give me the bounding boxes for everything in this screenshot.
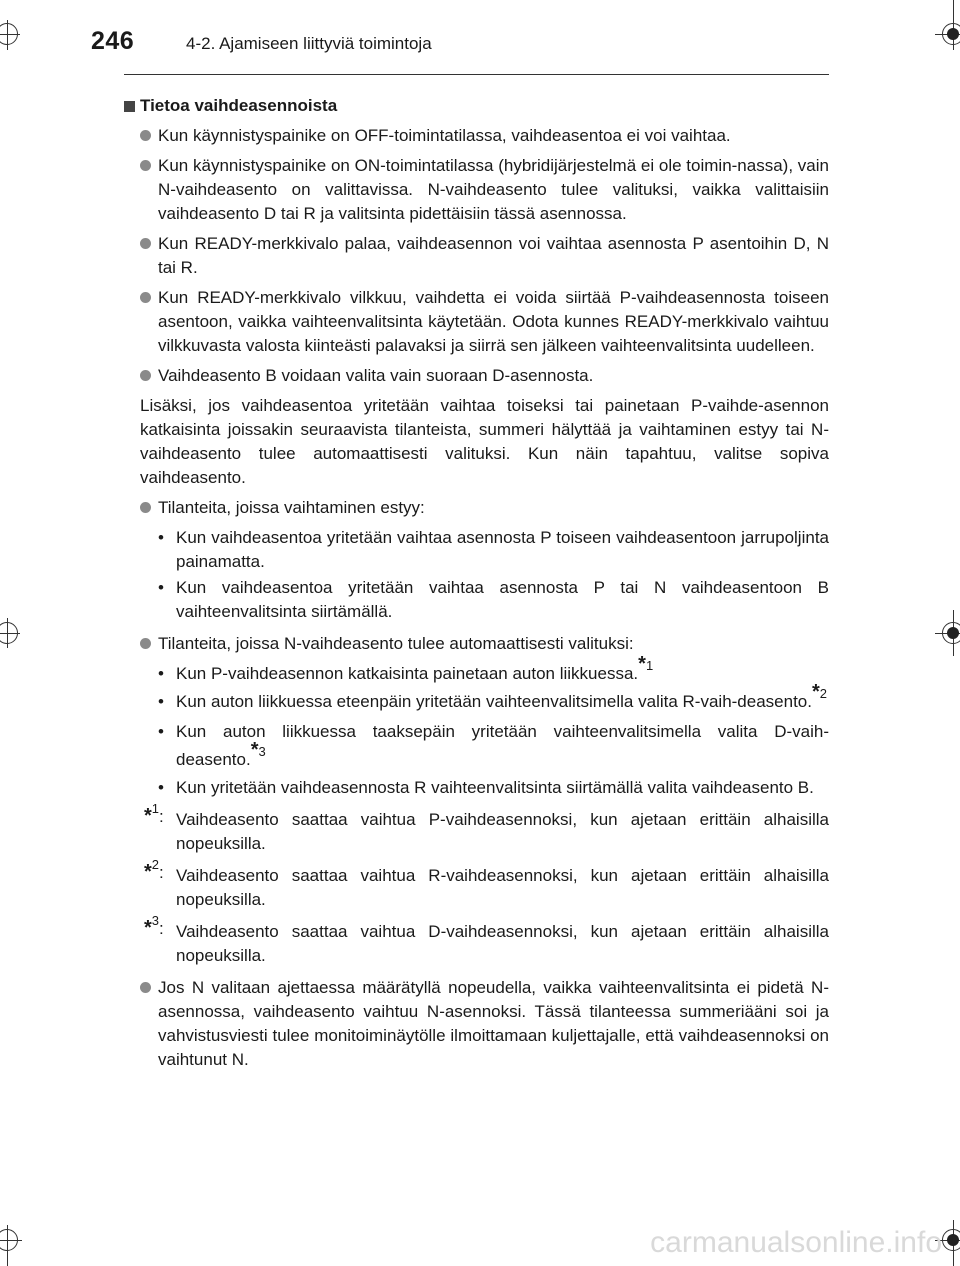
footnote-text: Vaihdeasento saattaa vaihtua D-vaihdeasennoksi, kun ajetaan erittäin alhaisilla nopeuksilla. (176, 922, 829, 965)
list-item (124, 286, 829, 358)
list-item-text: Kun käynnistyspainike on OFF-toimintatilassa, vaihdeasentoa ei voi vaihtaa. (158, 126, 731, 145)
footnote-text: Vaihdeasento saattaa vaihtua R-vaihdeasennoksi, kun ajetaan erittäin alhaisilla nopeuksilla. (176, 866, 829, 909)
sub-list-item (124, 718, 829, 774)
watermark: carmanualsonline.info (650, 1226, 942, 1259)
header-rule (124, 74, 829, 75)
list-item (124, 124, 829, 148)
sub-list-item (124, 653, 829, 686)
bullet-dot-icon (140, 238, 151, 249)
sub-list-item-text: Kun P-vaihdeasennon katkaisinta painetaan auton liikkuessa. (176, 664, 639, 683)
sub-list-item-text: Kun vaihdeasentoa yritetään vaihtaa asennosta P tai N vaihdeasentoon B vaihteenvalitsinta siirtämällä. (176, 578, 829, 621)
list-item-blocked (124, 496, 829, 520)
sub-list-item (124, 526, 829, 574)
list-item-text: Kun READY-merkkivalo palaa, vaihdeasennon voi vaihtaa asennosta P asentoihin D, N tai R. (158, 234, 829, 277)
bullet-dot-icon (140, 130, 151, 141)
list-item-text: Vaihdeasento B voidaan valita vain suoraan D-asennosta. (158, 366, 594, 385)
list-item-text: Kun käynnistyspainike on ON-toimintatilassa (hybridijärjestelmä ei ole toimin-nassa), vain N-vaihdeasento on valittavissa. N-vaihdeasento tulee valituksi, vaikka valittaisiin vaihdeasento D tai R ja valitsinta pidettäisiin tässä asennossa. (158, 156, 829, 223)
body-paragraph: Lisäksi, jos vaihdeasentoa yritetään vaihtaa toiseksi tai painetaan P-vaihde-asennon katkaisinta joissakin seuraavista tilanteista, summeri hälyttää ja vaihtaminen estyy tai N-vaihdeasento tulee automaattisesti valituksi. Kun näin tapahtuu, valitse sopiva vaihdeasento. (140, 396, 829, 487)
blocked-sublist (124, 526, 829, 624)
footnote-ref: *3 (250, 739, 266, 762)
bullet-dot-icon (140, 502, 151, 513)
footnote-text: Vaihdeasento saattaa vaihtua P-vaihdeasennoksi, kun ajetaan erittäin alhaisilla nopeuksilla. (176, 810, 829, 853)
footnote-mark: *$^3$: (144, 913, 164, 939)
auto-sublist (124, 653, 829, 800)
sub-bullet-icon: • (158, 722, 164, 741)
footnote (124, 801, 829, 856)
sub-list-item-text: Kun auton liikkuessa taaksepäin yritetään vaihteenvalitsimella valita D-vaih-deasento. (176, 722, 829, 769)
sub-list-item-text: Kun yritetään vaihdeasennosta R vaihteenvalitsinta siirtämällä valita vaihdeasento B. (176, 778, 814, 797)
page-number: 246 (91, 27, 135, 55)
sub-bullet-icon: • (158, 664, 164, 683)
page-content (124, 94, 829, 1078)
sub-bullet-icon: • (158, 692, 164, 711)
footnote (124, 913, 829, 968)
sub-bullet-icon: • (158, 778, 164, 797)
list-item-text: Jos N valitaan ajettaessa määrätyllä nopeudella, vaikka vaihteenvalitsinta ei pidetä N-asennossa, vaihdeasento vaihtuu N-asennoksi. Tässä tilanteessa summeriääni soi ja vahvistusviesti tulee monitoiminäytölle ilmoittamaan kuljettajalle, että vaihdeasennoksi on vaihtunut N. (158, 978, 829, 1069)
sub-list-item (124, 776, 829, 800)
sub-list-item (124, 576, 829, 624)
bullet-dot-icon (140, 638, 151, 649)
sub-bullet-icon: • (158, 578, 164, 597)
list-item (124, 154, 829, 226)
bullet-dot-icon (140, 160, 151, 171)
bullet-dot-icon (140, 982, 151, 993)
bullet-dot-icon (140, 370, 151, 381)
list-item (124, 232, 829, 280)
footnote-mark: *$^2$: (144, 857, 164, 883)
footnote-ref: *1 (638, 653, 654, 676)
footnote (124, 857, 829, 912)
list-item (124, 976, 829, 1072)
bullet-dot-icon (140, 292, 151, 303)
sub-list-item-text: Kun auton liikkuessa eteenpäin yritetään vaihteenvalitsimella valita R-vaih-deasento. (176, 692, 812, 711)
footnote-mark: *$^1$: (144, 801, 164, 827)
sub-bullet-icon: • (158, 528, 164, 547)
section-title: 4-2. Ajamiseen liittyviä toimintoja (186, 34, 432, 53)
list-item-text: Tilanteita, joissa N-vaihdeasento tulee automaattisesti valituksi: (158, 634, 634, 653)
list-item-text: Tilanteita, joissa vaihtaminen estyy: (158, 498, 425, 517)
sub-list-item (124, 681, 829, 716)
sub-list-item-text: Kun vaihdeasentoa yritetään vaihtaa asennosta P toiseen vaihdeasentoon jarrupoljinta painamatta. (176, 528, 829, 571)
list-item (124, 364, 829, 388)
footnote-ref: *2 (811, 681, 828, 704)
list-item-text: Kun READY-merkkivalo vilkkuu, vaihdetta ei voida siirtää P-vaihdeasennosta toiseen asentoon, vaikka vaihteenvalitsinta käytetään. Odota kunnes READY-merkkivalo vaihtuu vilkkuvasta valosta kiinteästi palavaksi ja siirrä sen jälkeen vaihteenvalitsinta uudelleen. (158, 288, 829, 355)
section-heading (124, 94, 829, 118)
section-heading-text: Tietoa vaihdeasennoista (140, 96, 338, 115)
heading-square-icon (124, 101, 135, 112)
list-item-auto (124, 632, 829, 656)
